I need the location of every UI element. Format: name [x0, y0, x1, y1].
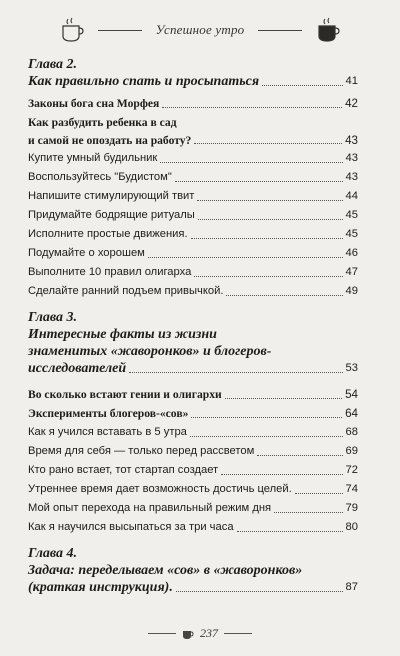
chapter-title-row [28, 579, 358, 596]
chapter-label: Глава 3. [28, 310, 78, 325]
leader-dots [175, 181, 343, 182]
coffee-cup-icon [60, 17, 84, 43]
leader-dots [176, 591, 343, 592]
toc-entry [28, 404, 358, 423]
toc-entry [28, 244, 358, 263]
leader-dots [191, 238, 343, 239]
chapter-title: (краткая инструкция). [28, 580, 173, 595]
page-number: 69 [345, 445, 358, 457]
toc-entry [28, 423, 358, 442]
page-footer [0, 626, 400, 641]
leader-dots [226, 295, 342, 296]
toc-entry [28, 518, 358, 537]
running-header [0, 12, 400, 48]
leader-dots [162, 107, 342, 108]
leader-dots [194, 276, 342, 277]
chapter-title-row [28, 73, 358, 90]
table-of-contents [28, 56, 358, 596]
page-number: 43 [345, 152, 358, 164]
page-number: 72 [345, 464, 358, 476]
page-number: 74 [345, 483, 358, 495]
chapter-title: Задача: переделываем «сов» в «жаворонков» [28, 563, 303, 578]
entry-text: Как я научился высыпаться за три часа [28, 521, 234, 533]
entry-text: Утреннее время дает возможность достичь целей. [28, 483, 292, 495]
leader-dots [257, 455, 342, 456]
leader-dots [274, 512, 342, 513]
leader-dots [198, 219, 343, 220]
footer-rule-right [224, 633, 252, 634]
toc-entry [28, 149, 358, 168]
entry-text: Как разбудить ребенка в сад [28, 116, 177, 129]
page-number: 87 [345, 581, 358, 593]
entry-text: Время для себя — только перед рассветом [28, 445, 255, 457]
entry-text: Эксперименты блогеров-«сов» [28, 407, 189, 420]
page-number: 46 [345, 247, 358, 259]
header-rule-right [258, 30, 302, 31]
toc-entry [28, 385, 358, 404]
chapter-label: Глава 2. [28, 57, 78, 72]
page-number: 45 [345, 228, 358, 240]
entry-text: Как я учился вставать в 5 утра [28, 426, 187, 438]
toc-entry-multiline [28, 113, 358, 149]
page-number: 53 [345, 362, 358, 374]
page-number: 44 [345, 190, 358, 202]
coffee-cup-icon [182, 627, 194, 641]
page-number: 80 [345, 521, 358, 533]
toc-entry [28, 461, 358, 480]
leader-dots [190, 436, 343, 437]
page-number: 45 [345, 209, 358, 221]
entry-text: и самой не опоздать на работу? [28, 134, 192, 147]
entry-text: Законы бога сна Морфея [28, 97, 160, 110]
header-rule-left [98, 30, 142, 31]
entry-text: Во сколько встают гении и олигархи [28, 388, 222, 401]
toc-entry [28, 499, 358, 518]
chapter-title: Интересные факты из жизни [28, 327, 217, 342]
chapter-title: знаменитых «жаворонков» и блогеров- [28, 344, 272, 359]
page-number: 54 [345, 388, 358, 401]
page-number: 42 [345, 97, 358, 110]
page-number: 47 [345, 266, 358, 278]
leader-dots [237, 531, 343, 532]
toc-entry [28, 94, 358, 113]
leader-dots [221, 474, 342, 475]
page-number: 68 [345, 426, 358, 438]
entry-text: Воспользуйтесь "Будистом" [28, 171, 172, 183]
entry-text: Подумайте о хорошем [28, 247, 145, 259]
entry-text: Мой опыт перехода на правильный режим дня [28, 502, 272, 514]
page-number: 64 [345, 407, 358, 420]
toc-entry [28, 282, 358, 301]
leader-dots [129, 372, 342, 373]
toc-entry [28, 206, 358, 225]
entry-text: Сделайте ранний подъем привычкой. [28, 285, 224, 297]
entry-text: Кто рано встает, тот стартап создает [28, 464, 219, 476]
chapter-title: исследователей [28, 361, 127, 376]
entry-text: Купите умный будильник [28, 152, 158, 164]
entry-text: Напишите стимулирующий твит [28, 190, 195, 202]
page-number: 79 [345, 502, 358, 514]
leader-dots [262, 85, 342, 86]
leader-dots [191, 417, 342, 418]
leader-dots [225, 398, 342, 399]
leader-dots [295, 493, 343, 494]
leader-dots [160, 162, 342, 163]
page-number: 43 [345, 134, 358, 147]
toc-entry [28, 187, 358, 206]
chapter-title-row [28, 360, 358, 377]
toc-entry [28, 168, 358, 187]
entry-text: Выполните 10 правил олигарха [28, 266, 192, 278]
toc-entry [28, 263, 358, 282]
entry-text: Исполните простые движения. [28, 228, 188, 240]
page-number: 237 [200, 626, 218, 640]
leader-dots [194, 143, 342, 144]
chapter-label: Глава 4. [28, 546, 78, 561]
coffee-cup-icon [316, 17, 340, 43]
book-title: Успешное утро [155, 22, 245, 37]
leader-dots [197, 200, 342, 201]
toc-entry [28, 480, 358, 499]
toc-entry [28, 442, 358, 461]
footer-rule-left [148, 633, 176, 634]
entry-text: Придумайте бодрящие ритуалы [28, 209, 195, 221]
page-number: 43 [345, 171, 358, 183]
page-number: 49 [345, 285, 358, 297]
chapter-title: Как правильно спать и просыпаться [28, 74, 260, 89]
leader-dots [148, 257, 343, 258]
toc-entry [28, 225, 358, 244]
page-number: 41 [345, 75, 358, 87]
